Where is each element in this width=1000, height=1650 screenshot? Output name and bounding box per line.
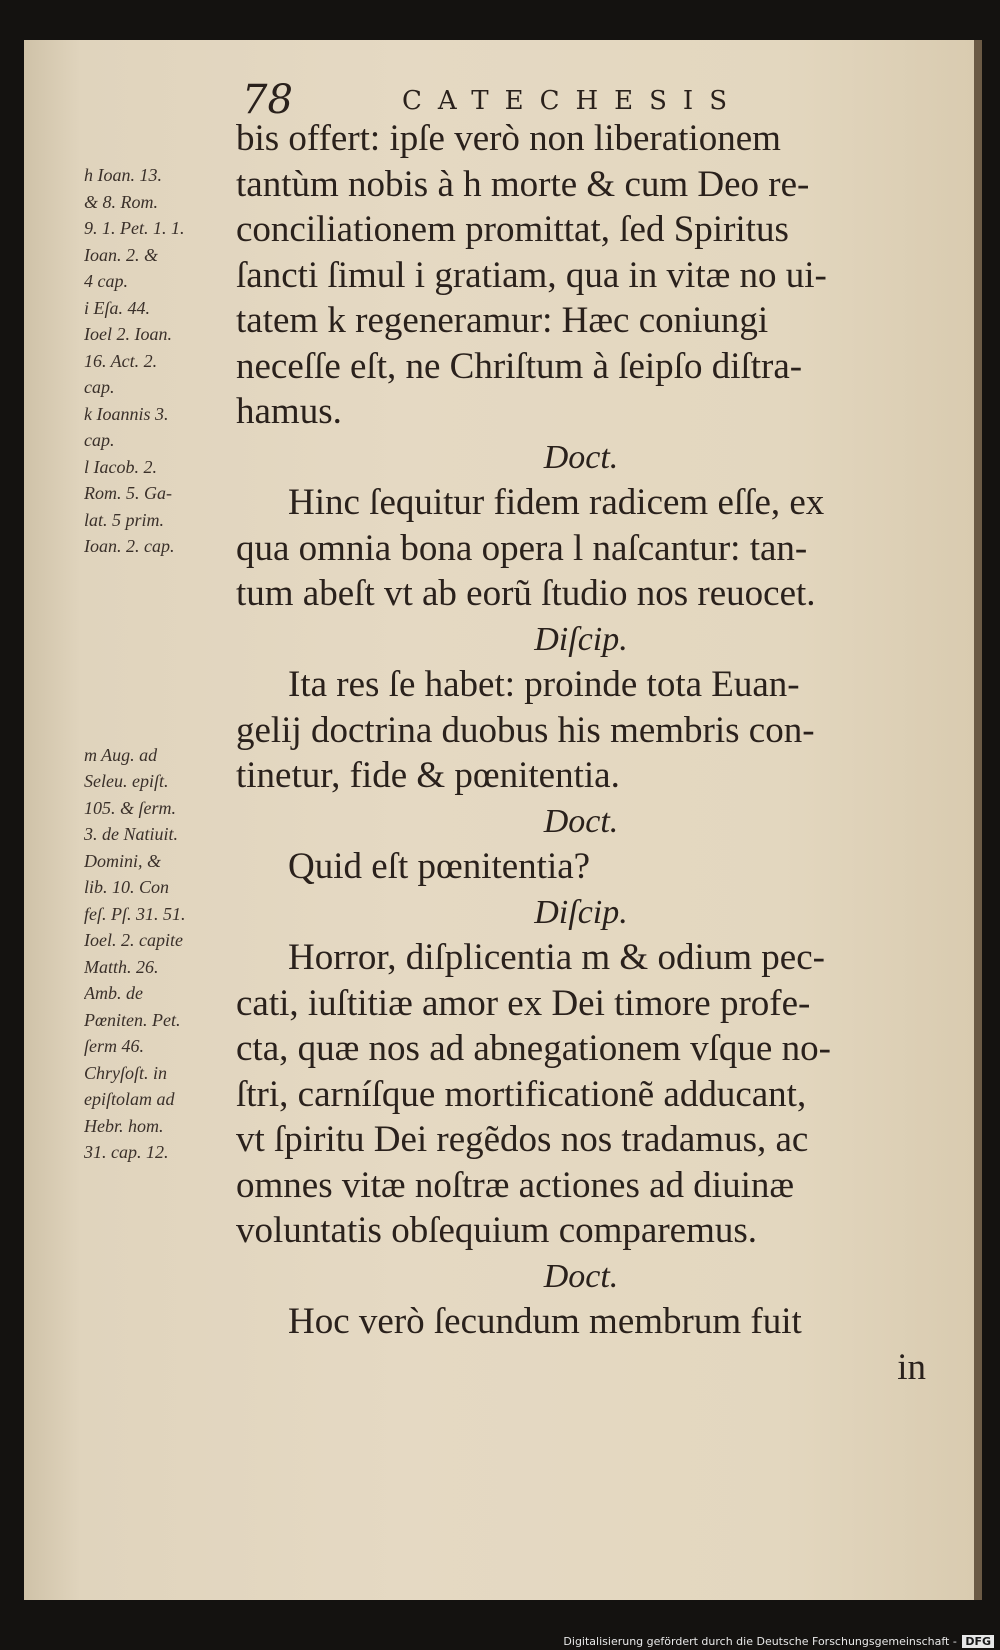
text-line: tatem k regeneramur: Hæc coniungi (236, 300, 769, 341)
note-gap (84, 664, 244, 690)
page-number: 78 (242, 77, 293, 123)
note-gap (84, 586, 244, 612)
note-line: Hebr. hom. (84, 1115, 164, 1136)
note-line: epiſtolam ad (84, 1089, 175, 1109)
note-line: 105. & ſerm. (84, 797, 176, 818)
note-line: Matth. 26. (84, 956, 159, 977)
note-line: Chryſoſt. in (84, 1062, 168, 1083)
text-line: cta, quæ nos ad abnegationem vſque no- (236, 1028, 831, 1069)
credit-text: Digitalisierung gefördert durch die Deutsche Forschungsgemeinschaft - (563, 1635, 957, 1648)
speaker-label: Diſcip. (534, 893, 628, 931)
book-page (24, 40, 982, 1600)
note-line: l Iacob. 2. (84, 456, 157, 477)
text-line: cati, iuſtitiæ amor ex Dei timore profe- (236, 982, 811, 1024)
speaker-label: Doct. (543, 1257, 619, 1295)
digitization-credit (563, 1635, 994, 1648)
text-line: Quid eſt pœnitentia? (288, 846, 591, 887)
note-line: Pœniten. Pet. (84, 1009, 181, 1030)
text-line: Horror, diſplicentia m & odium pec- (288, 937, 825, 978)
note-gap (84, 716, 244, 742)
note-line: Ioel. 2. capite (84, 930, 183, 950)
running-head: CATECHESIS (402, 86, 744, 116)
page-header (242, 77, 802, 123)
note-line: Rom. 5. Ga- (84, 483, 172, 503)
speaker-label: Doct. (543, 438, 619, 476)
dfg-logo: DFG (962, 1635, 994, 1648)
note-line: k Ioannis 3. (84, 403, 169, 424)
note-line: m Aug. ad (84, 744, 158, 765)
text-line: tum abeſt vt ab eorũ ſtudio nos reuocet. (236, 573, 816, 614)
text-line: ſtri, carníſque mortificationẽ adducant, (236, 1073, 807, 1115)
note-line: Seleu. epiſt. (84, 771, 169, 791)
note-line: i Eſa. 44. (84, 297, 150, 318)
text-line: omnes vitæ noſtræ actiones ad diuinæ (236, 1164, 795, 1206)
text-line: Ita res ſe habet: proinde tota Euan- (288, 664, 800, 705)
text-line: gelij doctrina duobus his membris con- (236, 709, 815, 751)
text-line: voluntatis obſequium comparemus. (236, 1210, 757, 1251)
note-line: 3. de Natiuit. (84, 824, 178, 844)
speaker-label: Diſcip. (534, 620, 628, 658)
note-line: Domini, & (84, 850, 162, 871)
text-line: hamus. (236, 391, 342, 432)
note-line: Ioan. 2. & (84, 244, 158, 265)
note-line: h Ioan. 13. (84, 165, 162, 185)
note-gap (84, 690, 244, 716)
text-line: neceſſe eſt, ne Chriſtum à ſeipſo diſtra- (236, 345, 803, 387)
note-gap (84, 638, 244, 664)
note-line: ſerm 46. (84, 1036, 144, 1056)
text-line: qua omnia bona opera l naſcantur: tan- (236, 527, 808, 569)
note-line: 4 cap. (84, 271, 128, 291)
note-line: lat. 5 prim. (84, 509, 165, 530)
text-line: tinetur, fide & pœnitentia. (236, 755, 620, 796)
main-text (236, 116, 926, 1390)
text-line: Hinc ſequitur fidem radicem eſſe, ex (288, 482, 825, 523)
note-line: 16. Act. 2. (84, 350, 158, 371)
note-line: 9. 1. Pet. 1. 1. (84, 218, 185, 238)
note-gap (84, 612, 244, 638)
speaker-label: Doct. (543, 802, 619, 840)
note-line: & 8. Rom. (84, 191, 158, 212)
note-line: feſ. Pſ. 31. 51. (84, 903, 186, 924)
text-line: bis offert: ipſe verò non liberationem (236, 118, 781, 159)
note-line: Ioan. 2. cap. (84, 536, 175, 556)
text-line: Hoc verò ſecundum membrum fuit (288, 1301, 802, 1342)
text-line: tantùm nobis à h morte & cum Deo re- (236, 163, 810, 205)
note-gap (84, 560, 244, 586)
marginal-notes (84, 162, 244, 1166)
text-line: ſancti ſimul i gratiam, qua in vitæ no ui- (236, 254, 827, 296)
text-line: conciliationem promittat, ſed Spiritus (236, 209, 789, 250)
text-line: vt ſpiritu Dei regẽdos nos tradamus, ac (236, 1119, 809, 1160)
note-line: Ioel 2. Ioan. (84, 324, 172, 344)
catchword: in (897, 1346, 926, 1388)
note-line: cap. (84, 430, 115, 450)
note-line: 31. cap. 12. (84, 1142, 169, 1162)
note-line: lib. 10. Con (84, 877, 170, 897)
note-line: cap. (84, 377, 115, 397)
note-line: Amb. de (84, 983, 143, 1003)
